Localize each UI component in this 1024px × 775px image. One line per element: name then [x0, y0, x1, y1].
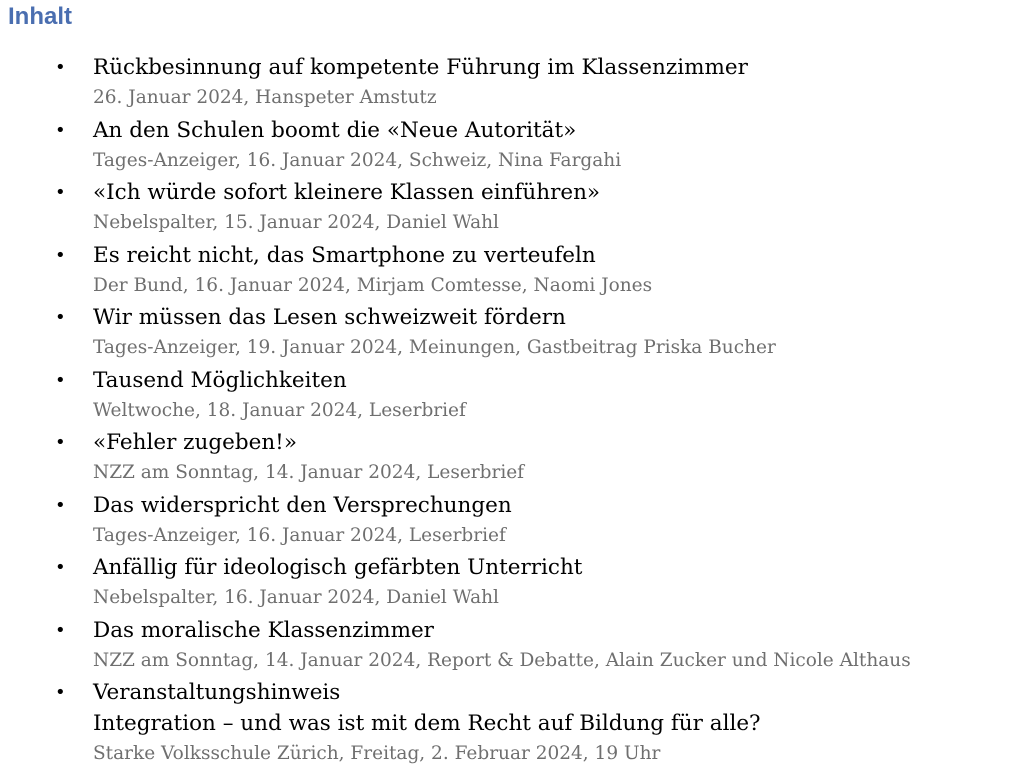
list-item [0, 177, 1024, 237]
article-meta: Der Bund, 16. Januar 2024, Mirjam Comtesse, Naomi Jones [93, 274, 653, 296]
article-meta: NZZ am Sonntag, 14. Januar 2024, Report & Debatte, Alain Zucker und Nicole Althaus [93, 649, 911, 671]
page-heading: Inhalt [8, 3, 72, 30]
article-meta: Tages-Anzeiger, 19. Januar 2024, Meinungen, Gastbeitrag Priska Bucher [93, 337, 776, 358]
list-item [0, 115, 1024, 175]
bullet-icon: • [55, 369, 66, 391]
article-meta: NZZ am Sonntag, 14. Januar 2024, Leserbrief [93, 462, 525, 483]
article-title-link[interactable]: Es reicht nicht, das Smartphone zu verteufeln [93, 242, 596, 268]
article-meta: 26. Januar 2024, Hanspeter Amstutz [93, 87, 437, 108]
list-item [0, 552, 1024, 612]
event-heading: Veranstaltungshinweis [93, 680, 341, 705]
list-item [0, 240, 1024, 300]
event-meta: Starke Volksschule Zürich, Freitag, 2. Februar 2024, 19 Uhr [93, 743, 661, 764]
event-title-link[interactable]: Integration – und was ist mit dem Recht auf Bildung für alle? [93, 711, 761, 736]
article-title-link[interactable]: Wir müssen das Lesen schweizweit fördern [93, 305, 566, 330]
list-item [0, 677, 1024, 768]
bullet-icon: • [55, 682, 66, 703]
list-item [0, 302, 1024, 362]
article-meta: Tages-Anzeiger, 16. Januar 2024, Leserbrief [93, 524, 506, 546]
list-item [0, 427, 1024, 487]
list-item [0, 52, 1024, 112]
article-meta: Tages-Anzeiger, 16. Januar 2024, Schweiz, Nina Fargahi [93, 149, 622, 171]
article-meta: Nebelspalter, 16. Januar 2024, Daniel Wahl [93, 587, 499, 608]
bullet-icon: • [55, 307, 66, 328]
article-title-link[interactable]: Rückbesinnung auf kompetente Führung im Klassenzimmer [93, 55, 748, 80]
article-title-link[interactable]: Das widerspricht den Versprechungen [93, 492, 512, 518]
list-item [0, 365, 1024, 425]
article-title-link[interactable]: Tausend Möglichkeiten [93, 367, 347, 393]
list-item [0, 615, 1024, 675]
article-title-link[interactable]: «Fehler zugeben!» [93, 430, 297, 455]
article-meta: Weltwoche, 18. Januar 2024, Leserbrief [93, 399, 466, 421]
article-title-link[interactable]: An den Schulen boomt die «Neue Autorität» [93, 117, 577, 143]
table-of-contents [0, 52, 1024, 771]
article-title-link[interactable]: «Ich würde sofort kleinere Klassen einführen» [93, 180, 601, 205]
bullet-icon: • [55, 494, 66, 516]
bullet-icon: • [55, 619, 66, 641]
article-title-link[interactable]: Anfällig für ideologisch gefärbten Unterricht [93, 555, 583, 580]
bullet-icon: • [55, 557, 66, 578]
article-meta: Nebelspalter, 15. Januar 2024, Daniel Wahl [93, 212, 499, 233]
bullet-icon: • [55, 57, 66, 78]
article-title-link[interactable]: Das moralische Klassenzimmer [93, 617, 434, 643]
bullet-icon: • [55, 244, 66, 266]
list-item [0, 490, 1024, 550]
bullet-icon: • [55, 432, 66, 453]
bullet-icon: • [55, 119, 66, 141]
bullet-icon: • [55, 182, 66, 203]
